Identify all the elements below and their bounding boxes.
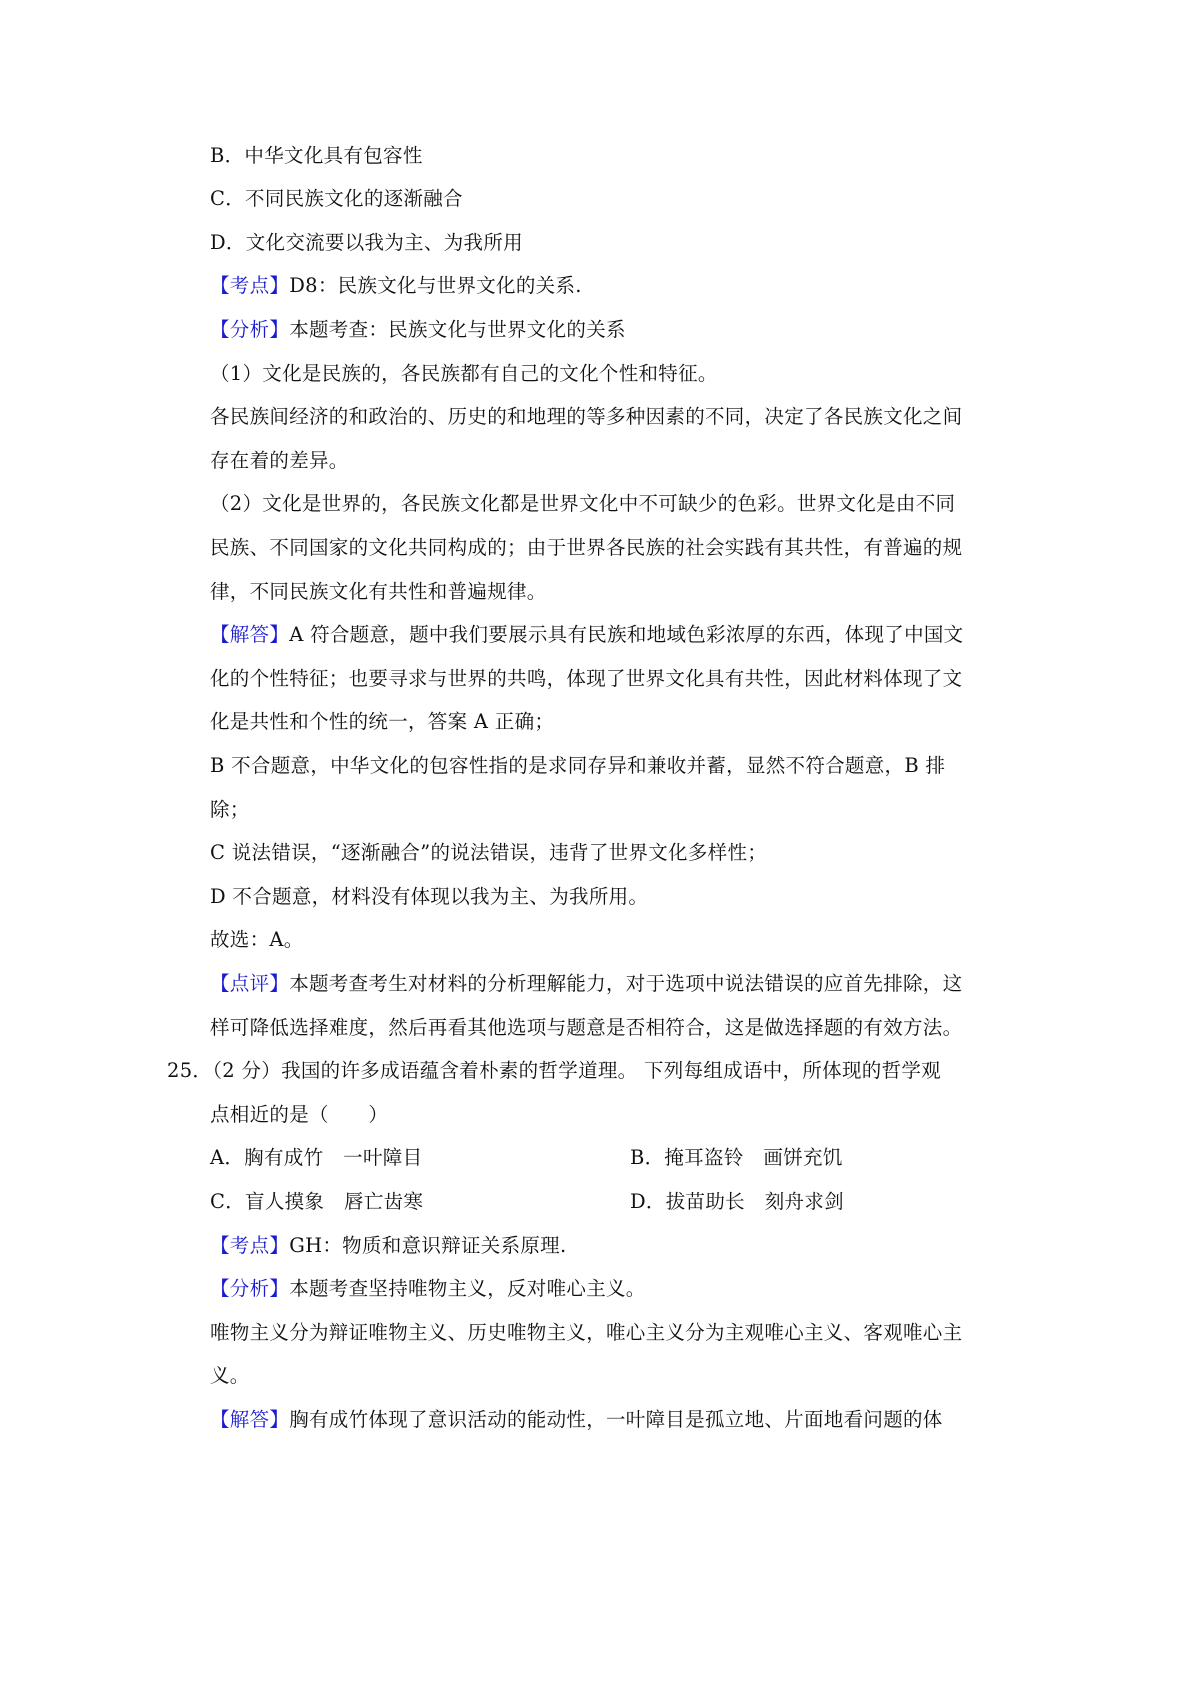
fenxi-line — [210, 1274, 1030, 1304]
dianping-tag: 【点评】 — [210, 972, 290, 995]
question-25-stem: 25．（2 分）我国的许多成语蕴含着朴素的哲学道理。 下列每组成语中，所体现的哲学观 — [167, 1059, 941, 1082]
jieda-paragraph: B 不合题意，中华文化的包容性指的是求同存异和兼收并蓄，显然不符合题意，B 排 — [210, 754, 946, 777]
option-row-1 — [210, 1143, 1030, 1173]
fenxi-paragraph: 律，不同民族文化有共性和普遍规律。 — [210, 580, 547, 603]
fenxi-line — [210, 315, 1030, 345]
fenxi-tag: 【分析】 — [210, 318, 290, 341]
fenxi-text: 本题考查坚持唯物主义，反对唯心主义。 — [289, 1277, 646, 1300]
question-25-stem-cont: 点相近的是（ ） — [210, 1103, 389, 1126]
fenxi-text: 本题考查：民族文化与世界文化的关系 — [289, 318, 626, 341]
option-d: D．拔苗助长 刻舟求剑 — [630, 1190, 844, 1213]
jieda-line — [210, 1405, 1030, 1435]
fenxi-paragraph: 存在着的差异。 — [210, 449, 349, 472]
option-b: B．中华文化具有包容性 — [210, 144, 423, 167]
kaodian-text: GH：物质和意识辩证关系原理. — [289, 1234, 567, 1257]
kaodian-line — [210, 271, 1030, 301]
jieda-answer: 故选：A。 — [210, 928, 304, 951]
jieda-paragraph: 化是共性和个性的统一，答案 A 正确； — [210, 710, 555, 733]
jieda-paragraph: 化的个性特征；也要寻求与世界的共鸣，体现了世界文化具有共性，因此材料体现了文 — [210, 667, 963, 690]
jieda-text: 胸有成竹体现了意识活动的能动性，一叶障目是孤立地、片面地看问题的体 — [289, 1408, 943, 1431]
jieda-tag: 【解答】 — [210, 623, 290, 646]
fenxi-paragraph: 民族、不同国家的文化共同构成的；由于世界各民族的社会实践有其共性，有普遍的规 — [210, 536, 963, 559]
fenxi-paragraph: （2）文化是世界的，各民族文化都是世界文化中不可缺少的色彩。世界文化是由不同 — [210, 492, 956, 515]
fenxi-paragraph: 义。 — [210, 1364, 250, 1387]
option-d: D．文化交流要以我为主、为我所用 — [210, 231, 523, 254]
option-c: C．盲人摸象 唇亡齿寒 — [210, 1190, 424, 1213]
fenxi-tag: 【分析】 — [210, 1277, 290, 1300]
jieda-text: A 符合题意，题中我们要展示具有民族和地域色彩浓厚的东西，体现了中国文 — [289, 623, 964, 646]
jieda-line — [210, 620, 1030, 650]
option-b: B．掩耳盗铃 画饼充饥 — [630, 1146, 843, 1169]
jieda-paragraph: 除； — [210, 798, 250, 821]
kaodian-tag: 【考点】 — [210, 274, 290, 297]
dianping-paragraph: 样可降低选择难度，然后再看其他选项与题意是否相符合，这是做选择题的有效方法。 — [210, 1016, 963, 1039]
jieda-paragraph: D 不合题意，材料没有体现以我为主、为我所用。 — [210, 885, 649, 908]
fenxi-paragraph: 唯物主义分为辩证唯物主义、历史唯物主义，唯心主义分为主观唯心主义、客观唯心主 — [210, 1321, 963, 1344]
fenxi-paragraph: 各民族间经济的和政治的、历史的和地理的等多种因素的不同，决定了各民族文化之间 — [210, 405, 963, 428]
jieda-paragraph: C 说法错误，“逐渐融合”的说法错误，违背了世界文化多样性； — [210, 841, 768, 864]
kaodian-line — [210, 1231, 1030, 1261]
fenxi-paragraph: （1）文化是民族的，各民族都有自己的文化个性和特征。 — [210, 362, 718, 385]
option-row-2 — [210, 1187, 1030, 1217]
dianping-text: 本题考查考生对材料的分析理解能力，对于选项中说法错误的应首先排除，这 — [289, 972, 963, 995]
option-a: A．胸有成竹 一叶障目 — [210, 1146, 423, 1169]
kaodian-text: D8：民族文化与世界文化的关系. — [289, 274, 582, 297]
dianping-line — [210, 969, 1030, 999]
option-c: C．不同民族文化的逐渐融合 — [210, 187, 463, 210]
kaodian-tag: 【考点】 — [210, 1234, 290, 1257]
jieda-tag: 【解答】 — [210, 1408, 290, 1431]
